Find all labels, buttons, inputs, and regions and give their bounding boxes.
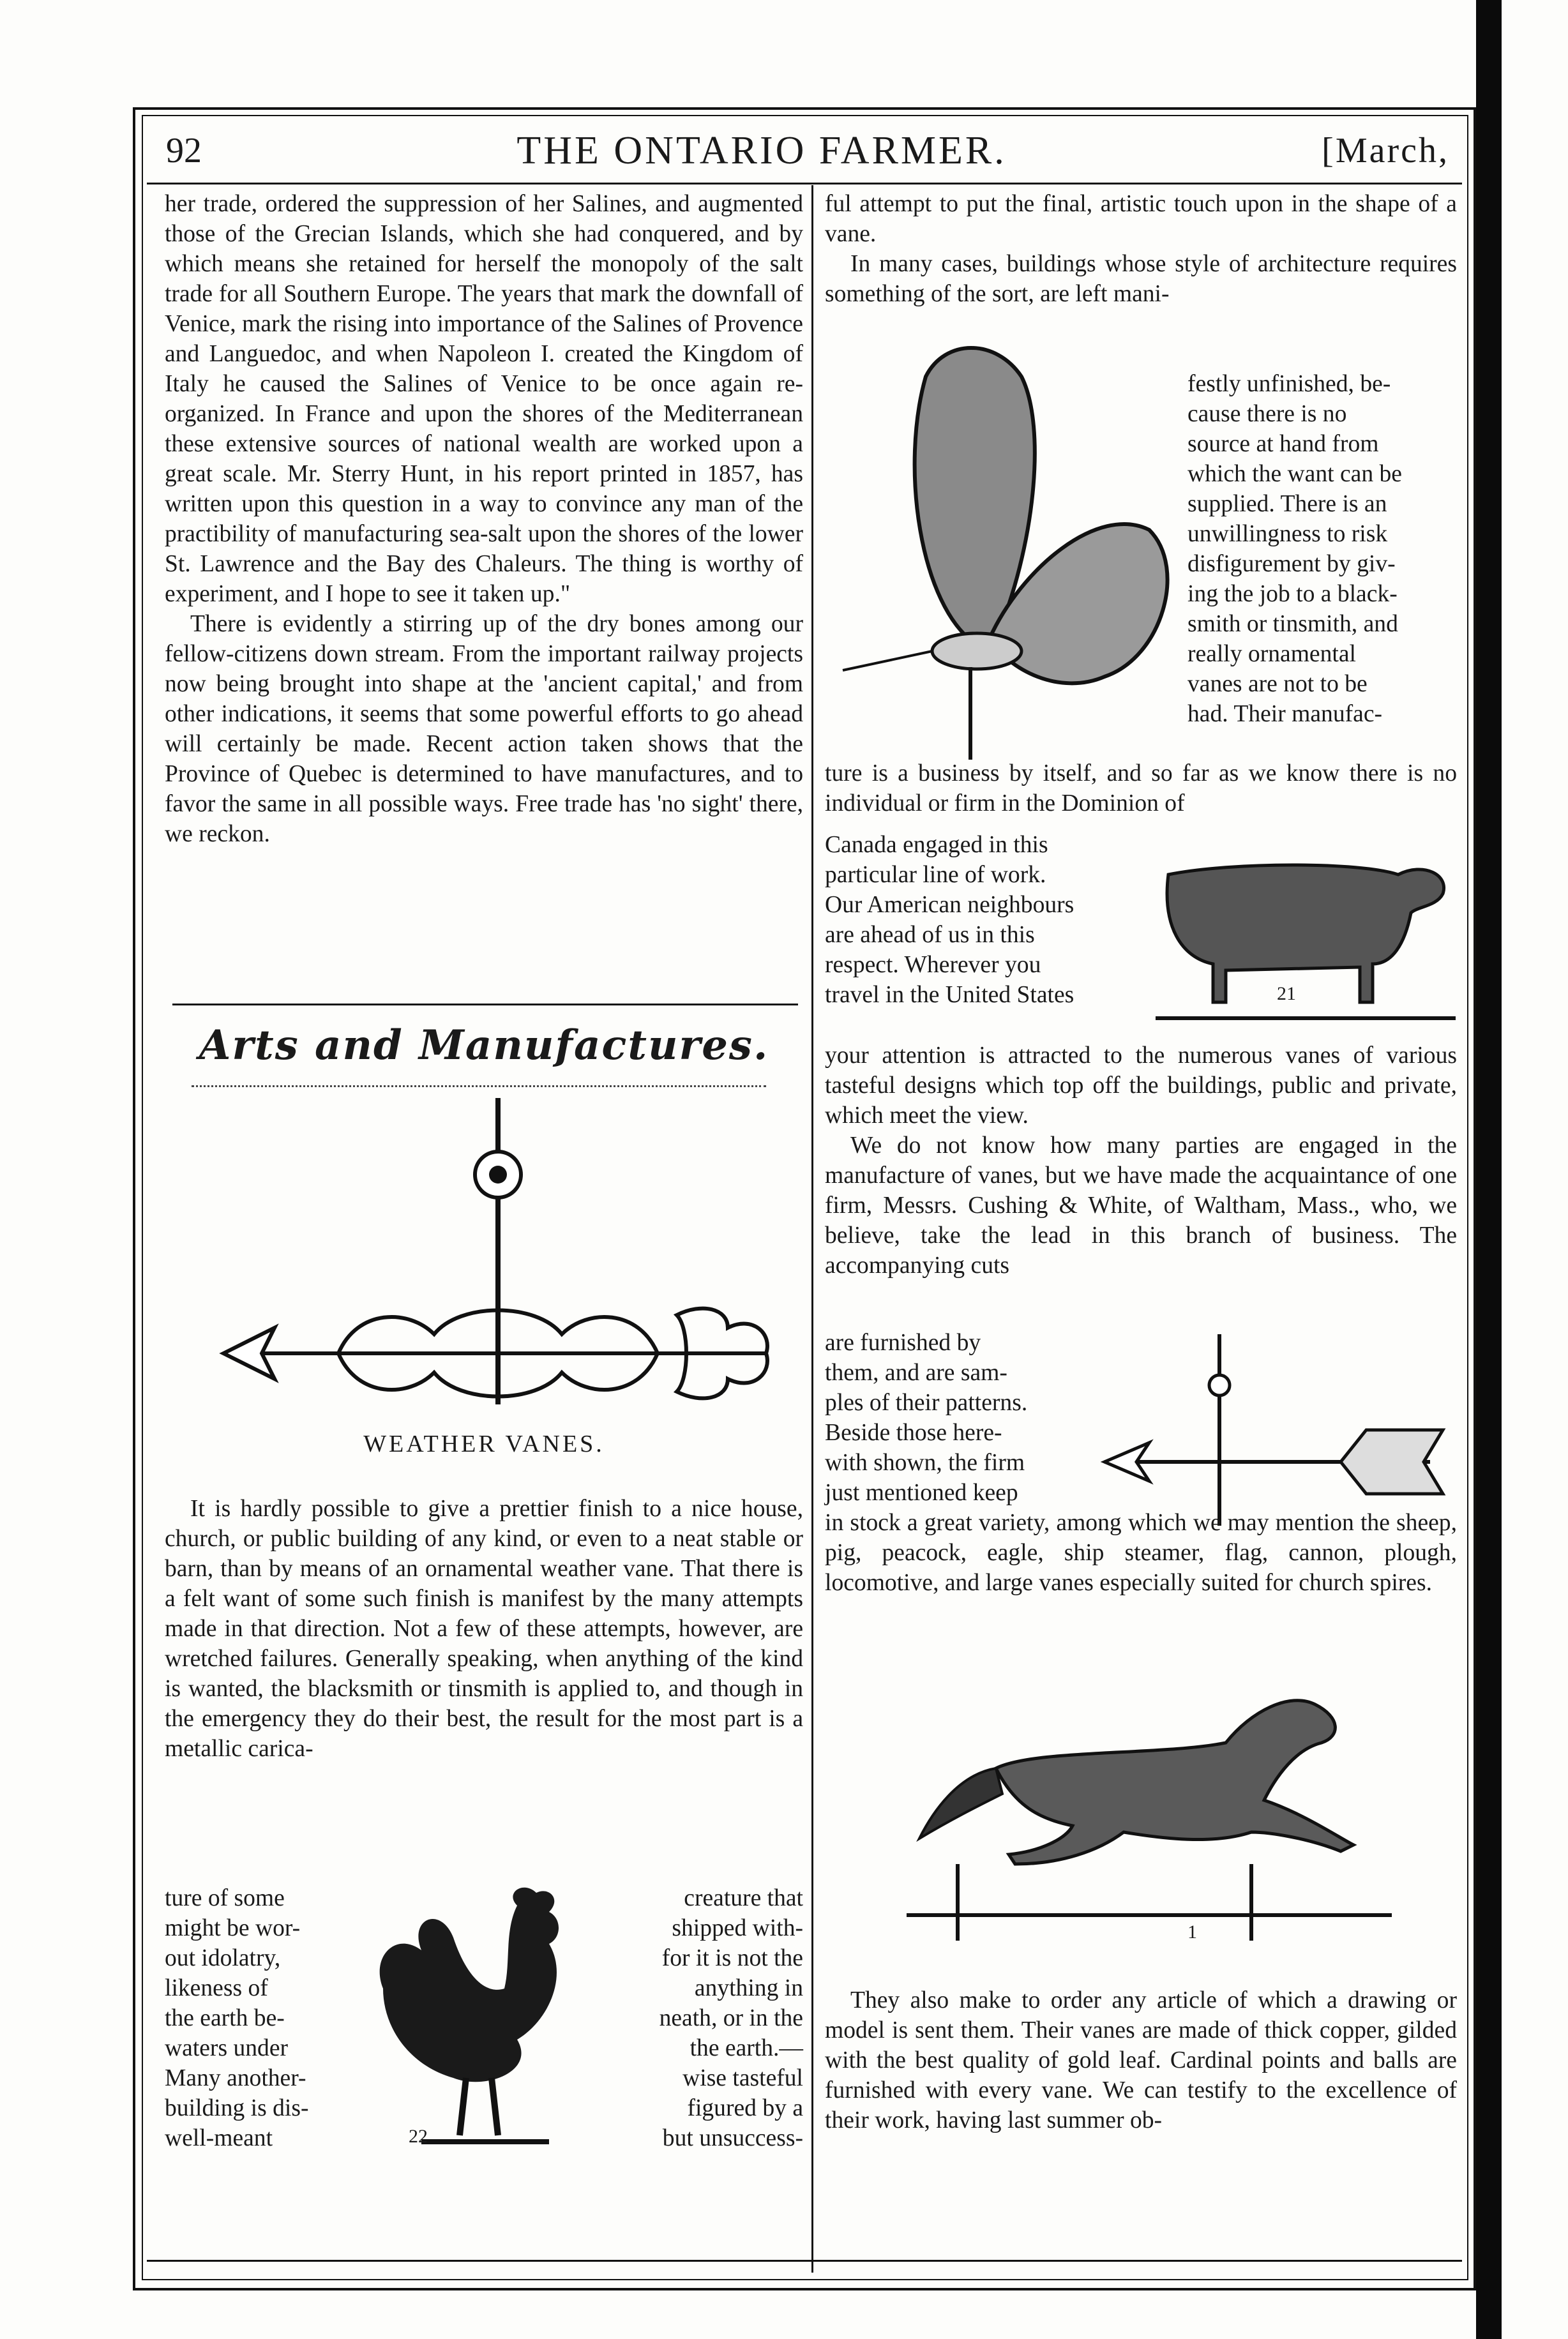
horse-tail xyxy=(919,1768,1002,1839)
wrap-line: well-meant xyxy=(165,2125,273,2151)
wrap-line: them, and are sam- xyxy=(825,1360,1007,1386)
wrap-line: creature that xyxy=(684,1885,803,1911)
wrap-line: travel in the United States xyxy=(825,982,1074,1008)
wrap-line: anything in xyxy=(694,1975,803,2001)
figure-caption: WEATHER VANES. xyxy=(363,1431,605,1457)
right-column-after-butterfly xyxy=(825,758,1457,818)
butterfly-body xyxy=(932,633,1021,669)
wrap-line: supplied. There is an xyxy=(1187,491,1387,517)
right-column-after-arrow xyxy=(825,1508,1457,1598)
wrap-line: but unsuccess- xyxy=(662,2125,803,2151)
text-block: in stock a great variety, among which we may mention the sheep, pig, peacock, eagle, ship steamer, flag, cannon, plough, locomotive, and large vanes especially suited for church spires. xyxy=(825,1510,1457,1596)
wrap-line: neath, or in the xyxy=(659,2005,803,2031)
intro-line: In many cases, buildings whose style of architecture requires something of the sort, are left mani- xyxy=(825,251,1457,307)
wrap-line: out idolatry, xyxy=(165,1945,281,1971)
wrap-line: Many another- xyxy=(165,2065,306,2091)
page-header xyxy=(147,119,1462,184)
wrap-line: respect. Wherever you xyxy=(825,952,1041,978)
right-column-after-cow xyxy=(825,1041,1457,1281)
rooster-wrap-left xyxy=(165,1883,350,2153)
text-block: ture is a business by itself, and so far as we know there is no individual or firm in the Dominion of xyxy=(825,760,1457,816)
issue-month: [March, xyxy=(1322,131,1449,170)
horse-body xyxy=(996,1701,1353,1864)
cow-body xyxy=(1167,865,1444,1002)
wrap-line: source at hand from xyxy=(1187,431,1379,457)
wrap-line: might be wor- xyxy=(165,1915,301,1941)
butterfly-figure xyxy=(830,338,1187,760)
wrap-line: building is dis- xyxy=(165,2095,309,2121)
wrap-line: are furnished by xyxy=(825,1330,981,1356)
wrap-line: really ornamental xyxy=(1187,641,1356,667)
wrap-line: Our American neighbours xyxy=(825,892,1074,918)
wrap-line: festly unfinished, be- xyxy=(1187,371,1391,397)
wrap-line: wise tasteful xyxy=(682,2065,803,2091)
right-column-intro xyxy=(825,189,1457,309)
scan-edge-shadow xyxy=(1476,0,1502,2339)
dotted-rule xyxy=(192,1085,766,1087)
wrap-line: ples of their patterns. xyxy=(825,1390,1028,1416)
article-paragraph: It is hardly possible to give a prettier finish to a nice house, church, or public building of any kind, or even to a neat stable or barn, than by means of an ornamental weather vane. That there is a felt want of some such finish is manifest by the many attempts made in that direction. Not a few of these attempts, however, are wretched failures. Generally speaking, when anything of the kind is wanted, the blacksmith or tinsmith is applied to, and though in the emergency they do their best, the result for the most part is a metallic carica- xyxy=(165,1496,803,1762)
wrap-line: smith or tinsmith, and xyxy=(1187,611,1398,637)
paragraph-quebec: There is evidently a stirring up of the dry bones among our fellow-citizens down stream. From the important railway projects now being brought into shape at the 'ancient capital,' and from other indications, it seems that some powerful efforts to go ahead will certainly be made. Recent action taken shows that the Province of Quebec is determined to have manufactures, and to favor the same in all possible ways. Free trade has 'no sight' there, we reckon. xyxy=(165,611,803,847)
wrap-line: ture of some xyxy=(165,1885,285,1911)
wrap-line: with shown, the firm xyxy=(825,1450,1025,1476)
wrap-line: waters under xyxy=(165,2035,289,2061)
wrap-line: particular line of work. xyxy=(825,862,1046,888)
wrap-line: for it is not the xyxy=(661,1945,803,1971)
wrap-line: just mentioned keep xyxy=(825,1480,1018,1506)
wrap-line: unwillingness to risk xyxy=(1187,521,1388,547)
wrap-line: the earth be- xyxy=(165,2005,285,2031)
wrap-line: Canada engaged in this xyxy=(825,832,1048,858)
section-heading: Arts and Manufactures. xyxy=(199,1021,769,1069)
cow-fig-number: 21 xyxy=(1277,983,1296,1004)
wrap-line: are ahead of us in this xyxy=(825,922,1035,948)
wrap-line: had. Their manufac- xyxy=(1187,701,1383,727)
publication-title: THE ONTARIO FARMER. xyxy=(516,128,1007,172)
paragraph-manufacture: We do not know how many parties are engaged in the manufacture of vanes, but we have made the acquaintance of one firm, Messrs. Cushing & White, of Waltham, Mass., who, we believe, take the lead in this branch of business. The accompanying cuts xyxy=(825,1132,1457,1279)
page-number: 92 xyxy=(166,131,202,170)
intro-line: ful attempt to put the final, artistic touch upon in the shape of a vane. xyxy=(825,191,1457,247)
wrap-line: figured by a xyxy=(687,2095,803,2121)
wrap-line: disfigurement by giv- xyxy=(1187,551,1396,577)
rooster-figure xyxy=(358,1880,613,2161)
column-divider xyxy=(811,185,813,2273)
wrap-line: cause there is no xyxy=(1187,401,1347,427)
rooster-body xyxy=(380,1888,559,2082)
left-column-article xyxy=(165,1494,803,1764)
wrap-line: ing the job to a black- xyxy=(1187,581,1398,607)
right-column-final xyxy=(825,1985,1457,2135)
arrow-wrap xyxy=(825,1328,1093,1508)
horse-fig-number: 1 xyxy=(1187,1922,1197,1943)
bottom-rule xyxy=(147,2260,1462,2262)
wrap-line: the earth.— xyxy=(690,2035,803,2061)
wrap-line: shipped with- xyxy=(672,1915,803,1941)
cow-figure xyxy=(1156,836,1456,1028)
section-rule xyxy=(172,1004,798,1005)
weather-vane-figure xyxy=(217,1098,779,1417)
wrap-line: Beside those here- xyxy=(825,1420,1002,1446)
left-column-top-text xyxy=(165,189,803,849)
wrap-line: which the want can be xyxy=(1187,461,1402,487)
rooster-fig-number: 22 xyxy=(409,2126,428,2147)
cow-wrap xyxy=(825,830,1157,1010)
wrap-line: likeness of xyxy=(165,1975,268,2001)
text-block: They also make to order any article of which a drawing or model is sent them. Their vanes are made of thick copper, gilded with the best quality of gold leaf. Cardinal points and balls are furnished with every vane. We can testify to the excellence of their work, having last summer ob- xyxy=(825,1987,1457,2133)
butterfly-wrap xyxy=(1187,369,1457,729)
horse-figure xyxy=(894,1673,1405,1941)
rooster-wrap-right xyxy=(618,1883,803,2153)
text-block: your attention is attracted to the numerous vanes of various tasteful designs which top off the buildings, public and private, which meet the view. xyxy=(825,1042,1457,1129)
paragraph-salines: her trade, ordered the suppression of her Salines, and augmented those of the Grecian Islands, which she had conquered, and by which means she retained for herself the monopoly of the salt trade for all Southern Europe. The years that mark the downfall of Venice, mark the rising into importance of the Salines of Provence and Languedoc, and when Napoleon I. created the Kingdom of Italy he caused the Salines of Venice to be once again re-organized. In France and upon the shores of the Mediterranean these extensive sources of national wealth are worked upon a great scale. Mr. Sterry Hunt, in his report printed in 1857, has written upon this question in a way to convince any man of the practibility of manufacturing sea-salt upon the shores of the lower St. Lawrence and the Bay des Chaleurs. The thing is worthy of experiment, and I hope to see it taken up." xyxy=(165,191,803,607)
wrap-line: vanes are not to be xyxy=(1187,671,1368,697)
